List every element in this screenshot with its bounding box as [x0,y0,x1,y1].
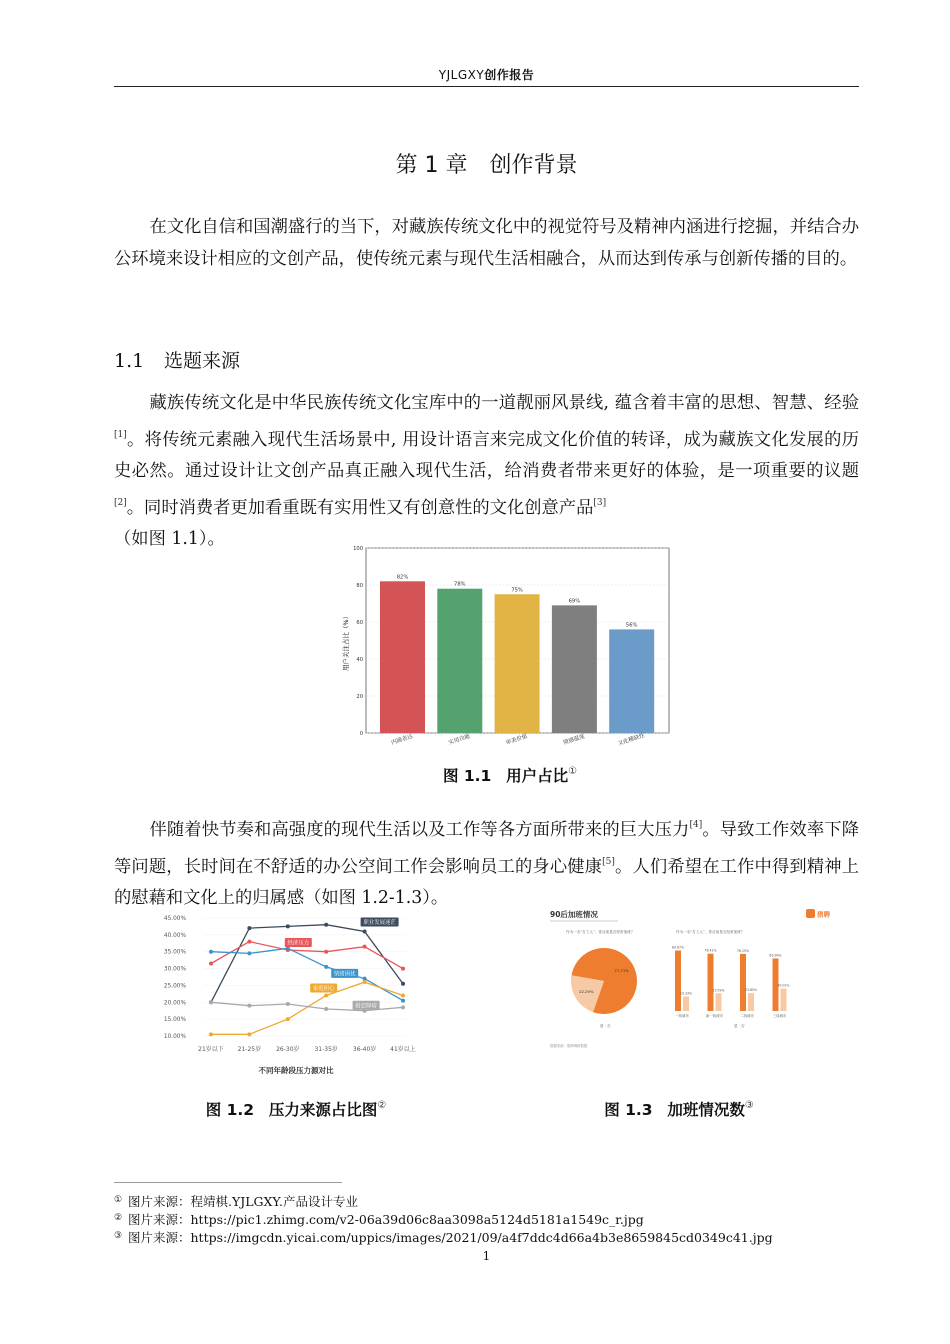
x-tick-label: 26-30岁 [276,1046,300,1053]
figure-1-2-caption [156,1098,436,1120]
citation-2: [2] [114,497,127,508]
x-tick-label: 31-35岁 [314,1046,338,1053]
series-label: 职业发展迷茫 [363,920,396,927]
series-label: 婚恋障碍 [355,1003,377,1010]
data-point [247,926,251,930]
y-tick-label: 25.00% [163,983,186,990]
x-tick-label: 41岁以上 [390,1046,416,1053]
data-point [247,951,251,955]
data-point [401,982,405,986]
page-number: 1 [482,1249,491,1263]
fig3-note: ③ [744,1100,754,1111]
y-tick-label: 30.00% [163,966,186,973]
bar [552,605,597,733]
figure-1-2-line-chart [156,908,428,1080]
data-point [209,1032,213,1036]
citation-3: [3] [593,497,607,508]
chart3-title: 90后加班情况 [550,910,598,919]
citation-4: [4] [689,820,703,830]
y-tick-label: 0 [359,731,363,737]
grouped-bar [748,993,754,1011]
data-point [286,1017,290,1021]
series-line [211,925,403,1003]
x-tick-label: 21-25岁 [237,1046,262,1053]
y-tick-label: 80 [356,583,363,589]
grouped-bar [781,988,787,1011]
data-point [324,994,328,998]
grouped-bar [675,950,681,1011]
figure-1-3-infographic [548,906,838,1054]
para2-text-4: （如图 1.1）。 [114,529,225,549]
chart3-question-right: 作为一名“打工人”，你目前是否经常加班？ [676,930,745,934]
fig2-note: ② [377,1100,387,1111]
intro-paragraph-text: 在文化自信和国潮盛行的当下，对藏族传统文化中的视觉符号及精神内涵进行挖掘，并结合办公环境来设计相应的文创产品，使传统元素与现代生活相融合，从而达到传承与创新传播的目的。 [114,217,859,269]
y-tick-label: 100 [353,546,363,552]
series-label: 情绪困扰 [333,971,356,978]
data-point [286,924,290,928]
y-tick-label: 40 [356,657,363,663]
chart1-ylabel: 用户关注占比（%） [342,612,350,672]
bar-value-label: 76.41% [704,948,717,953]
y-tick-label: 15.00% [163,1017,186,1024]
bar [495,594,540,733]
bar-value-label: 30.01% [777,983,790,988]
x-tick-label: 一线城市 [675,1014,689,1018]
grouped-bar [708,954,714,1011]
footnotes [114,1192,773,1246]
bar-value-label: 80.67% [671,945,685,950]
x-tick-label: 二线城市 [740,1014,754,1018]
bar-value-label: 23.59% [712,988,725,993]
x-tick-label: 新一线城市 [706,1014,723,1018]
grouped-bar [716,993,722,1011]
x-tick-label: 内涵表达 [390,733,414,747]
footnote-item [114,1192,773,1210]
liepin-logo [806,909,831,919]
data-point [247,1004,251,1008]
chart2-title: 不同年龄段压力源对比 [258,1066,334,1075]
x-tick-label: 审美价值 [505,733,529,747]
bar-value-label: 23.85% [744,988,758,993]
y-tick-label: 60 [356,620,363,626]
body-paragraph-3 [114,810,859,915]
intro-paragraph [114,212,859,275]
chart3-question-left: 作为一名“打工人”，你目前是否经常加班？ [566,930,635,934]
fig2-label: 图 1.2 [205,1101,255,1119]
series-label: 经济压力 [287,940,310,947]
bar-value-label: 82% [396,574,409,581]
y-tick-label: 40.00% [163,932,186,939]
grouped-bar [683,997,689,1011]
chart3-source-note: 数据来源：猎聘调研数据 [550,1044,588,1048]
data-point [209,1000,213,1004]
pie-slice-label: 77.71% [614,968,629,974]
footnote-mark: ③ [114,1231,123,1241]
data-point [324,923,328,927]
section-number: 1.1 [114,350,145,372]
data-point [401,1005,405,1009]
footnote-item [114,1228,773,1246]
data-point [324,950,328,954]
data-point [286,1002,290,1006]
x-tick-label: 三线城市 [772,1014,787,1018]
data-point [209,950,213,954]
body-paragraph-2 [114,388,859,556]
footnote-mark: ① [114,1195,123,1205]
fig1-note: ① [568,766,578,777]
data-point [324,965,328,969]
figure-1-1-caption [336,764,684,786]
header-suffix: 创作报告 [484,68,535,82]
footnote-text: 图片来源：https://pic1.zhimg.com/v2-06a39d06c8aa3098a5124d5181a1549c_r.jpg [128,1212,644,1227]
footnote-text: 图片来源：程靖棋.YJLGXY.产品设计专业 [128,1194,359,1209]
footnote-item [114,1210,773,1228]
pie-slice-label: 22.29% [579,988,594,994]
grouped-bar [740,954,746,1011]
x-tick-label: 情感温度 [562,733,586,747]
y-tick-label: 35.00% [163,949,186,956]
fig1-label: 图 1.1 [442,767,492,785]
data-point [363,945,367,949]
bar [437,589,482,733]
fig3-label: 图 1.3 [604,1101,653,1119]
para2-text-1: 藏族传统文化是中华民族传统文化宝库中的一道靓丽风景线, 蕴含着丰富的思想、智慧、经验 [149,393,859,413]
bar-value-label: 76.15% [736,948,750,953]
fig1-title: 用户占比 [506,767,569,785]
para3-text-2: 。导致工作效率下降等问题，长时间在不舒适的办公空间工作会影响员工的身心健康 [114,820,859,877]
bar [380,581,425,733]
x-tick-label: 36-40岁 [352,1046,377,1053]
para2-text-3: 。同时消费者更加看重既有实用性又有创意性的文化创意产品 [126,497,594,518]
data-point [401,999,405,1003]
bar-value-label: 69% [568,598,581,605]
section-heading [114,346,240,373]
data-point [401,994,405,998]
data-point [363,980,367,984]
figure-1-1-bar-chart [336,542,684,757]
page-header [114,66,859,83]
bar-value-label: 56% [625,622,638,629]
series-line [211,948,403,1000]
data-point [363,929,367,933]
bar [609,629,654,733]
brand-name: 猎聘 [817,910,830,919]
chart3-bar-legend: 是 · 否 [734,1024,745,1028]
data-point [209,962,213,966]
bar-value-label: 78% [454,581,466,588]
citation-1: [1] [114,429,127,440]
footnote-rule [114,1182,342,1183]
footnote-mark: ② [114,1213,123,1223]
header-rule [114,86,859,87]
para3-text-1: 伴随着快节奏和高强度的现代生活以及工作等各方面所带来的巨大压力 [149,820,690,840]
x-tick-label: 文化稀缺性 [617,732,646,748]
footnote-text: 图片来源：https://imgcdn.yicai.com/uppics/images/2021/09/a4f7ddc4d66a4b3e8659845cd0349c41.jpg [128,1230,773,1245]
x-tick-label: 21岁以下 [198,1046,224,1053]
y-tick-label: 10.00% [163,1034,186,1040]
bar-value-label: 75% [511,587,523,594]
y-tick-label: 20.00% [163,1000,186,1007]
para3-text-3: 。人们希望在工作中得到精神上的慰藉和文化上的归属感（如图 1.2-1.3）。 [114,856,859,908]
y-tick-label: 20 [356,694,363,700]
section-title: 选题来源 [164,350,241,372]
x-tick-label: 实用功能 [447,733,472,747]
header-prefix: YJLGXY [438,68,485,82]
data-point [401,967,405,971]
fig3-title: 加班情况数 [667,1101,745,1119]
citation-5: [5] [602,856,615,867]
fig2-title: 压力来源占比图 [268,1101,378,1119]
bar-value-label: 19.33% [679,991,693,996]
chapter-title: 第 1 章 创作背景 [395,153,578,178]
data-point [247,940,251,944]
series-label: 家庭担心 [312,986,335,993]
chart3-pie-legend: 是 · 否 [600,1024,611,1028]
para2-text-2: 。将传统元素融入现代生活场景中, 用设计语言来完成文化价值的转译，成为藏族文化发展的历史必然。通过设计让文创产品真正融入现代生活，给消费者带来更好的体验，是一项重要的议题 [114,429,859,481]
bar-value-label: 69.99% [769,953,782,958]
data-point [247,1032,251,1036]
y-tick-label: 45.00% [163,916,186,922]
data-point [324,1007,328,1011]
figure-1-3-caption [548,1098,810,1120]
